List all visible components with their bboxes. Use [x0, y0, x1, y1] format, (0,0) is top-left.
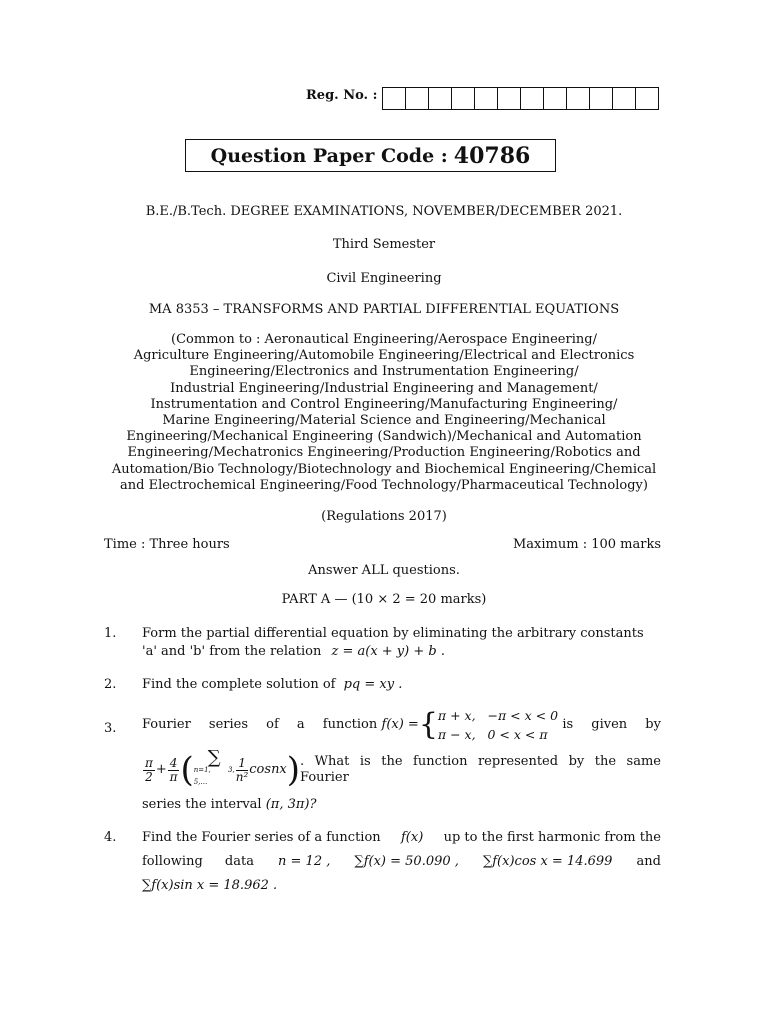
part-heading: PART A — (10 × 2 = 20 marks)	[281, 592, 487, 607]
left-brace-icon: {	[418, 707, 438, 742]
reg-no-box[interactable]	[451, 88, 474, 109]
reg-no-box[interactable]	[612, 88, 635, 109]
question-text: Find the Fourier series of a function	[142, 830, 381, 845]
piecewise-case: π − x, 0 < x < π	[437, 727, 548, 742]
question-3	[142, 705, 661, 813]
common-to-line: Industrial Engineering/Industrial Engineering and Management/	[170, 380, 598, 396]
question-text: following data	[142, 854, 254, 869]
reg-no-box[interactable]	[428, 88, 451, 109]
common-to-line: Instrumentation and Control Engineering/Manufacturing Engineering/	[150, 396, 618, 412]
formula: (π, 3π)?	[265, 797, 317, 812]
formula: ∑f(x)cos x = 14.699	[482, 854, 613, 869]
question-text: is given by	[562, 717, 661, 732]
reg-no-box[interactable]	[589, 88, 612, 109]
common-to-line: Engineering/Mechatronics Engineering/Production Engineering/Robotics and	[127, 445, 641, 461]
piecewise-case: π + x, −π < x < 0	[437, 708, 559, 723]
question-text: series the interval	[142, 797, 262, 812]
common-to-line: Marine Engineering/Material Science and Engineering/Mechanical	[162, 413, 606, 429]
reg-no-box[interactable]	[635, 88, 658, 109]
question-4	[142, 830, 661, 894]
semester: Third Semester	[332, 237, 436, 252]
common-to-line: Automation/Bio Technology/Biotechnology and Biochemical Engineering/Chemical	[111, 461, 657, 477]
common-to-line: Agriculture Engineering/Automobile Engineering/Electrical and Electronics	[133, 348, 635, 364]
department: Civil Engineering	[326, 271, 442, 286]
reg-no-box[interactable]	[497, 88, 520, 109]
time-allowed: Time : Three hours	[104, 537, 230, 552]
regulations: (Regulations 2017)	[321, 509, 447, 524]
question-text: . What is the function represented by the same Fourier	[300, 754, 661, 785]
common-to-line: Engineering/Mechanical Engineering (Sandwich)/Mechanical and Automation	[126, 429, 642, 445]
question-number: 2.	[104, 677, 117, 692]
formula: f(x)	[400, 830, 424, 845]
reg-no-box[interactable]	[543, 88, 566, 109]
question-text: Form the partial differential equation by eliminating the arbitrary constants	[142, 626, 644, 641]
common-to-line: and Electrochemical Engineering/Food Technology/Pharmaceutical Technology)	[120, 477, 648, 493]
subject: MA 8353 – TRANSFORMS AND PARTIAL DIFFERENTIAL EQUATIONS	[148, 302, 620, 317]
exam-title: B.E./B.Tech. DEGREE EXAMINATIONS, NOVEMBER/DECEMBER 2021.	[145, 204, 623, 219]
reg-no-label: Reg. No. :	[306, 88, 378, 103]
formula: f(x) =	[381, 717, 419, 732]
instruction: Answer ALL questions.	[308, 563, 460, 578]
question-number: 3.	[104, 721, 117, 736]
question-number: 1.	[104, 626, 117, 641]
question-1	[142, 626, 661, 660]
common-to-line: (Common to : Aeronautical Engineering/Aerospace Engineering/	[171, 332, 597, 347]
reg-no-box[interactable]	[383, 88, 405, 109]
reg-no-box[interactable]	[474, 88, 497, 109]
series-formula: $\frac{\pi}{2}$ + $\frac{4}{\pi}$ ( ∑ n=1, 3, 5,… $\frac{1}{\text{n²}}$ cos nx )	[145, 747, 301, 790]
formula: pq = xy .	[343, 677, 403, 692]
formula: n = 12 ,	[278, 854, 331, 869]
maximum-marks: Maximum : 100 marks	[512, 537, 661, 552]
question-text: and	[636, 854, 661, 869]
common-to-block	[100, 332, 668, 494]
reg-no-box[interactable]	[520, 88, 543, 109]
formula: z = a(x + y) + b .	[331, 644, 445, 659]
reg-no-boxes[interactable]	[382, 87, 659, 110]
question-paper-code: 40786	[453, 142, 531, 169]
question-paper-code-box	[185, 139, 556, 172]
question-text: up to the first harmonic from the	[443, 830, 661, 845]
question-2	[142, 677, 661, 693]
reg-no-box[interactable]	[566, 88, 589, 109]
question-paper-code-label: Question Paper Code :	[210, 144, 448, 167]
formula: ∑f(x) = 50.090 ,	[354, 854, 459, 869]
question-number: 4.	[104, 830, 117, 845]
reg-no-box[interactable]	[405, 88, 428, 109]
question-text: 'a' and 'b' from the relation	[142, 644, 322, 659]
question-text: Find the complete solution of	[142, 677, 336, 692]
common-to-line: Engineering/Electronics and Instrumentation Engineering/	[189, 364, 579, 380]
formula: ∑f(x)sin x = 18.962 .	[142, 878, 278, 893]
question-text: Fourier series of a function	[142, 717, 378, 732]
